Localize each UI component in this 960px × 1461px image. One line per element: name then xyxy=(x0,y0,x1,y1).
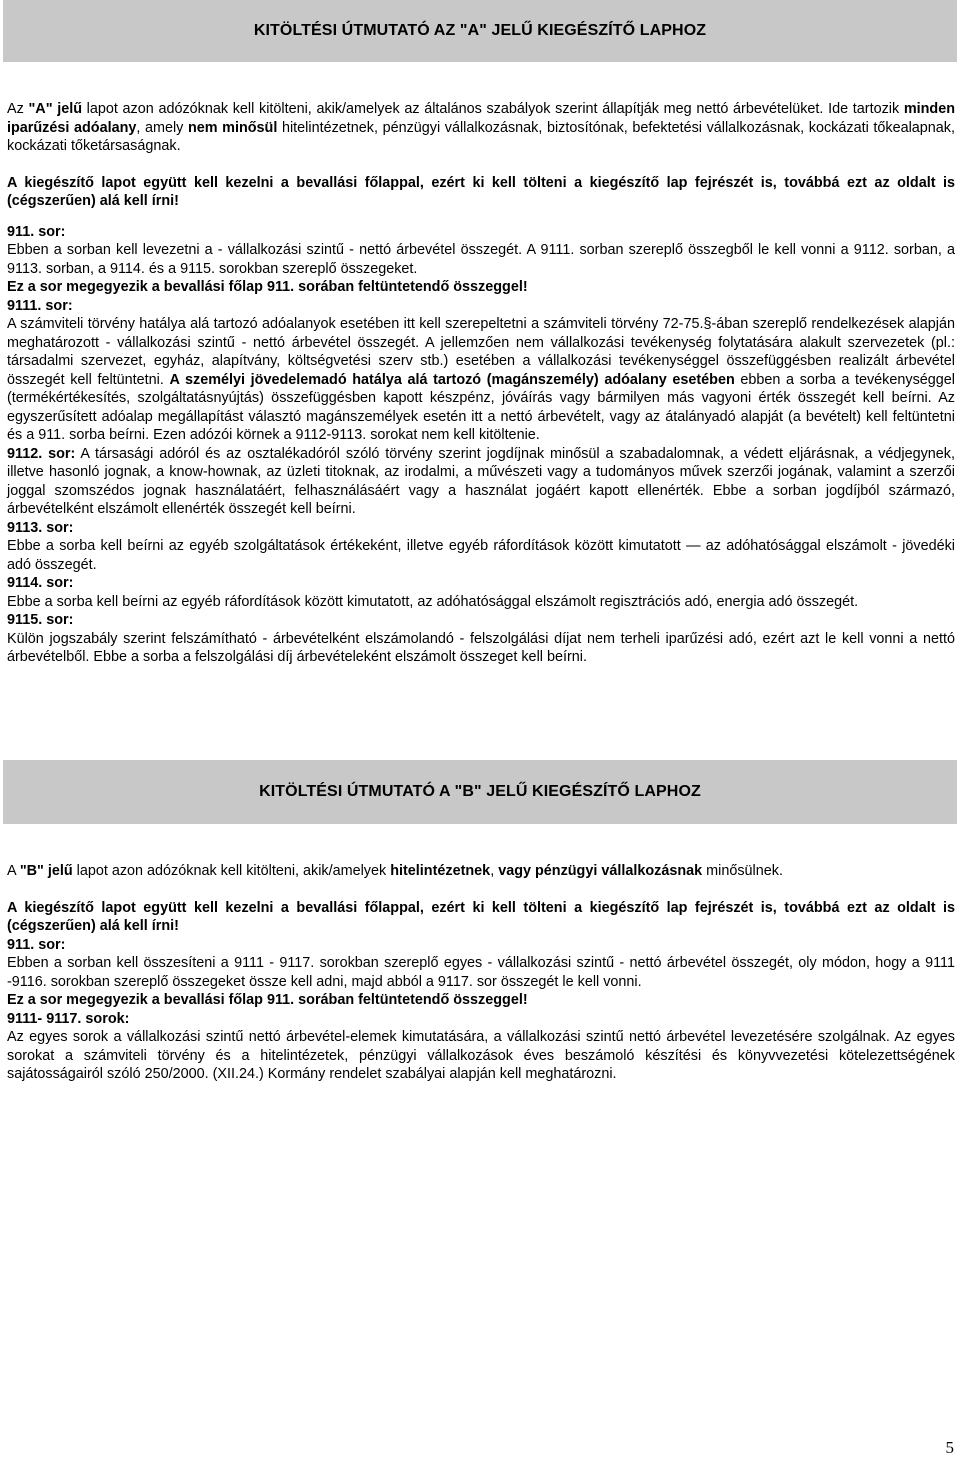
row-911-notice xyxy=(7,278,955,297)
row-heading-911: 911. sor: xyxy=(7,223,66,240)
text-run: A xyxy=(7,863,20,879)
row-heading-9114: 9114. sor: xyxy=(7,575,74,591)
row-heading-9113: 9113. sor: xyxy=(7,519,74,536)
text-run: "B" jelű xyxy=(19,863,73,879)
text-run: lapot azon adózóknak kell kitölteni, akik/amelyek xyxy=(72,863,391,879)
section-b-body xyxy=(7,862,955,1084)
intro-paragraph xyxy=(7,100,955,156)
text-run: Külön jogszabály szerint felszámítható - árbevételként elszámolandó - felszolgálási díjat nem terheli iparűzési adó, ezért azt le kell vonni a nettó árbevételből. Ebbe a sorba a felszolgálási díj árbevételeként elszámolt összeget kell beírni. xyxy=(7,630,955,665)
text-run: "A" jelű xyxy=(28,101,82,117)
text-run: hitelintézetnek xyxy=(390,863,491,879)
text-run: A számviteli törvény hatálya alá tartozó adóalanyok esetében itt kell szerepeltetni a számviteli törvény 72-75.§-ában szereplő rendelkezések alapján meghatározott - vállalkozási szintű - nettó árbevétel összegét. A jellemzően nem vállalkozási tevékenység folytatására alakult szervezetek (pl.: társadalmi szervezet, egyház, alapítvány, költségvetési szerv stb.) esetében a vállalkozási tevékenységgel összefüggésben realizált árbevétel összegét kell feltüntetni. xyxy=(7,316,955,388)
text-run: Ebbe a sorba kell beírni az egyéb ráfordítások között kimutatott, az adóhatósággal elszámolt regisztrációs adó, energia adó összegét. xyxy=(7,593,859,610)
row-heading-9112: 9112. sor: xyxy=(7,445,76,462)
row-9113-text xyxy=(7,537,955,574)
row-9114-text xyxy=(7,593,955,612)
text-run: minden iparűzési adóalany xyxy=(7,101,956,136)
text-run: Az xyxy=(7,101,29,117)
row-9112-text xyxy=(7,446,955,518)
section-a-body xyxy=(7,100,955,667)
text-run: A kiegészítő lapot együtt kell kezelni a bevallási főlappal, ezért ki kell tölteni a kiegészítő lap fejrészét is, továbbá ezt az oldalt is (cégszerűen) alá kell írni! xyxy=(7,899,955,934)
row-9111-9117-text xyxy=(7,1028,955,1084)
section-b-banner xyxy=(3,760,957,824)
section-a-banner xyxy=(3,0,957,62)
row-heading-9111: 9111. sor: xyxy=(7,297,73,314)
row-911-notice xyxy=(7,991,955,1010)
row-9115-text xyxy=(7,630,955,667)
text-run: Ez a sor megegyezik a bevallási főlap 911. sorában feltüntetendő összeggel! xyxy=(7,279,528,295)
text-run: ebben a sorba a tevékenységgel (termékértékesítés, szolgáltatásnyújtás) összefüggésben kapott készpénz, jóváírás vagy bármilyen más vagyoni érték összegét kell beírni. Az egyszerűsített adóalap megállapítást választó magánszemélyek esetén itt a nettó árbevételt, vagy az átalányadó alapját (a bevételt) kell feltüntetni és a 911. sorba beírni. Ezen adózói körnek a 9112-9113. sorokat nem kell kitöltenie. xyxy=(7,371,955,443)
signature-notice xyxy=(7,899,955,936)
text-run: A társasági adóról és az osztalékadóról szóló törvény szerint jogdíjnak minősül a szabadalomnak, a védett eljárásnak, a védjegynek, illetve hasonló jognak, a know-hownak, az üzleti titoknak, az irodalmi, a művészeti vagy a tudományos művek szerzői jogának, valamint a szerzői joggal szomszédos jognak használatáért, felhasználásáért vagy a használat jogáért kapott ellenérték. Ebbe a sorban jogdíjból származó, árbevételként elszámolt ellenérték összegét kell beírni. xyxy=(7,445,956,517)
row-911-text xyxy=(7,954,955,991)
text-run: nem minősül xyxy=(187,119,278,136)
page-number: 5 xyxy=(945,1438,954,1457)
text-run: Ez a sor megegyezik a bevallási főlap 911. sorában feltüntetendő összeggel! xyxy=(7,992,528,1008)
signature-notice xyxy=(7,174,955,211)
text-run: vagy pénzügyi vállalkozásnak xyxy=(498,863,703,879)
row-heading-9115: 9115. sor: xyxy=(7,612,74,628)
intro-paragraph xyxy=(7,862,955,881)
text-run: minősülnek. xyxy=(702,863,783,879)
row-heading-911: 911. sor: xyxy=(7,936,66,953)
row-9111-text xyxy=(7,315,955,445)
section-b-title: KITÖLTÉSI ÚTMUTATÓ A "B" JELŰ KIEGÉSZÍTŐ LAPHOZ xyxy=(259,783,701,800)
row-heading-9111-9117: 9111- 9117. sorok: xyxy=(7,1010,130,1027)
text-run: Ebben a sorban kell összesíteni a 9111 - 9117. sorokban szereplő egyes - vállalkozási szintű - nettó árbevétel összegét, oly módon, hogy a 9111 -9116. sorokban szereplő összegeket össze kell adni, majd abból a 9117. sor összegét le kell vonni. xyxy=(7,955,955,990)
row-911-text xyxy=(7,241,955,278)
text-run: Ebbe a sorba kell beírni az egyéb szolgáltatások értékeként, illetve egyéb ráfordítások között kimutatott — az adóhatósággal elszámolt - jövedéki adó összegét. xyxy=(7,538,955,573)
section-a-title: KITÖLTÉSI ÚTMUTATÓ AZ "A" JELŰ KIEGÉSZÍTŐ LAPHOZ xyxy=(253,22,707,39)
text-run: A személyi jövedelemadó hatálya alá tartozó (magánszemély) adóalany esetében xyxy=(169,371,735,388)
text-run: lapot azon adózóknak kell kitölteni, akik/amelyek az általános szabályok szerint állapítják meg nettó árbevételüket. Ide tartozik xyxy=(82,101,904,117)
text-run: hitelintézetnek, pénzügyi vállalkozásnak, biztosítónak, befektetési vállalkozásnak, kockázati tőkealapnak, kockázati tőketársaságnak. xyxy=(7,119,955,154)
text-run: Ebben a sorban kell levezetni a - vállalkozási szintű - nettó árbevétel összegét. A 9111. sorban szereplő összegből le kell vonni a 9112. sorban, a 9113. sorban, a 9114. és a 9115. sorokban szereplő összegeket. xyxy=(7,242,955,277)
text-run: Az egyes sorok a vállalkozási szintű nettó árbevétel-elemek kimutatására, a vállalkozási szintű nettó árbevétel levezetésére szolgálnak. Az egyes sorokat a számviteli törvény és a hitelintézetek, pénzügyi vállalkozások éves beszámoló készítési és könyvvezetési kötelezettségének sajátosságairól szóló 250/2000. (XII.24.) Kormány rendelet szabályai alapján kell meghatározni. xyxy=(7,1029,955,1082)
text-run: , amely xyxy=(136,119,188,136)
text-run: , xyxy=(490,863,499,879)
text-run: A kiegészítő lapot együtt kell kezelni a bevallási főlappal, ezért ki kell tölteni a kiegészítő lap fejrészét is, továbbá ezt az oldalt is (cégszerűen) alá kell írni! xyxy=(7,174,955,209)
